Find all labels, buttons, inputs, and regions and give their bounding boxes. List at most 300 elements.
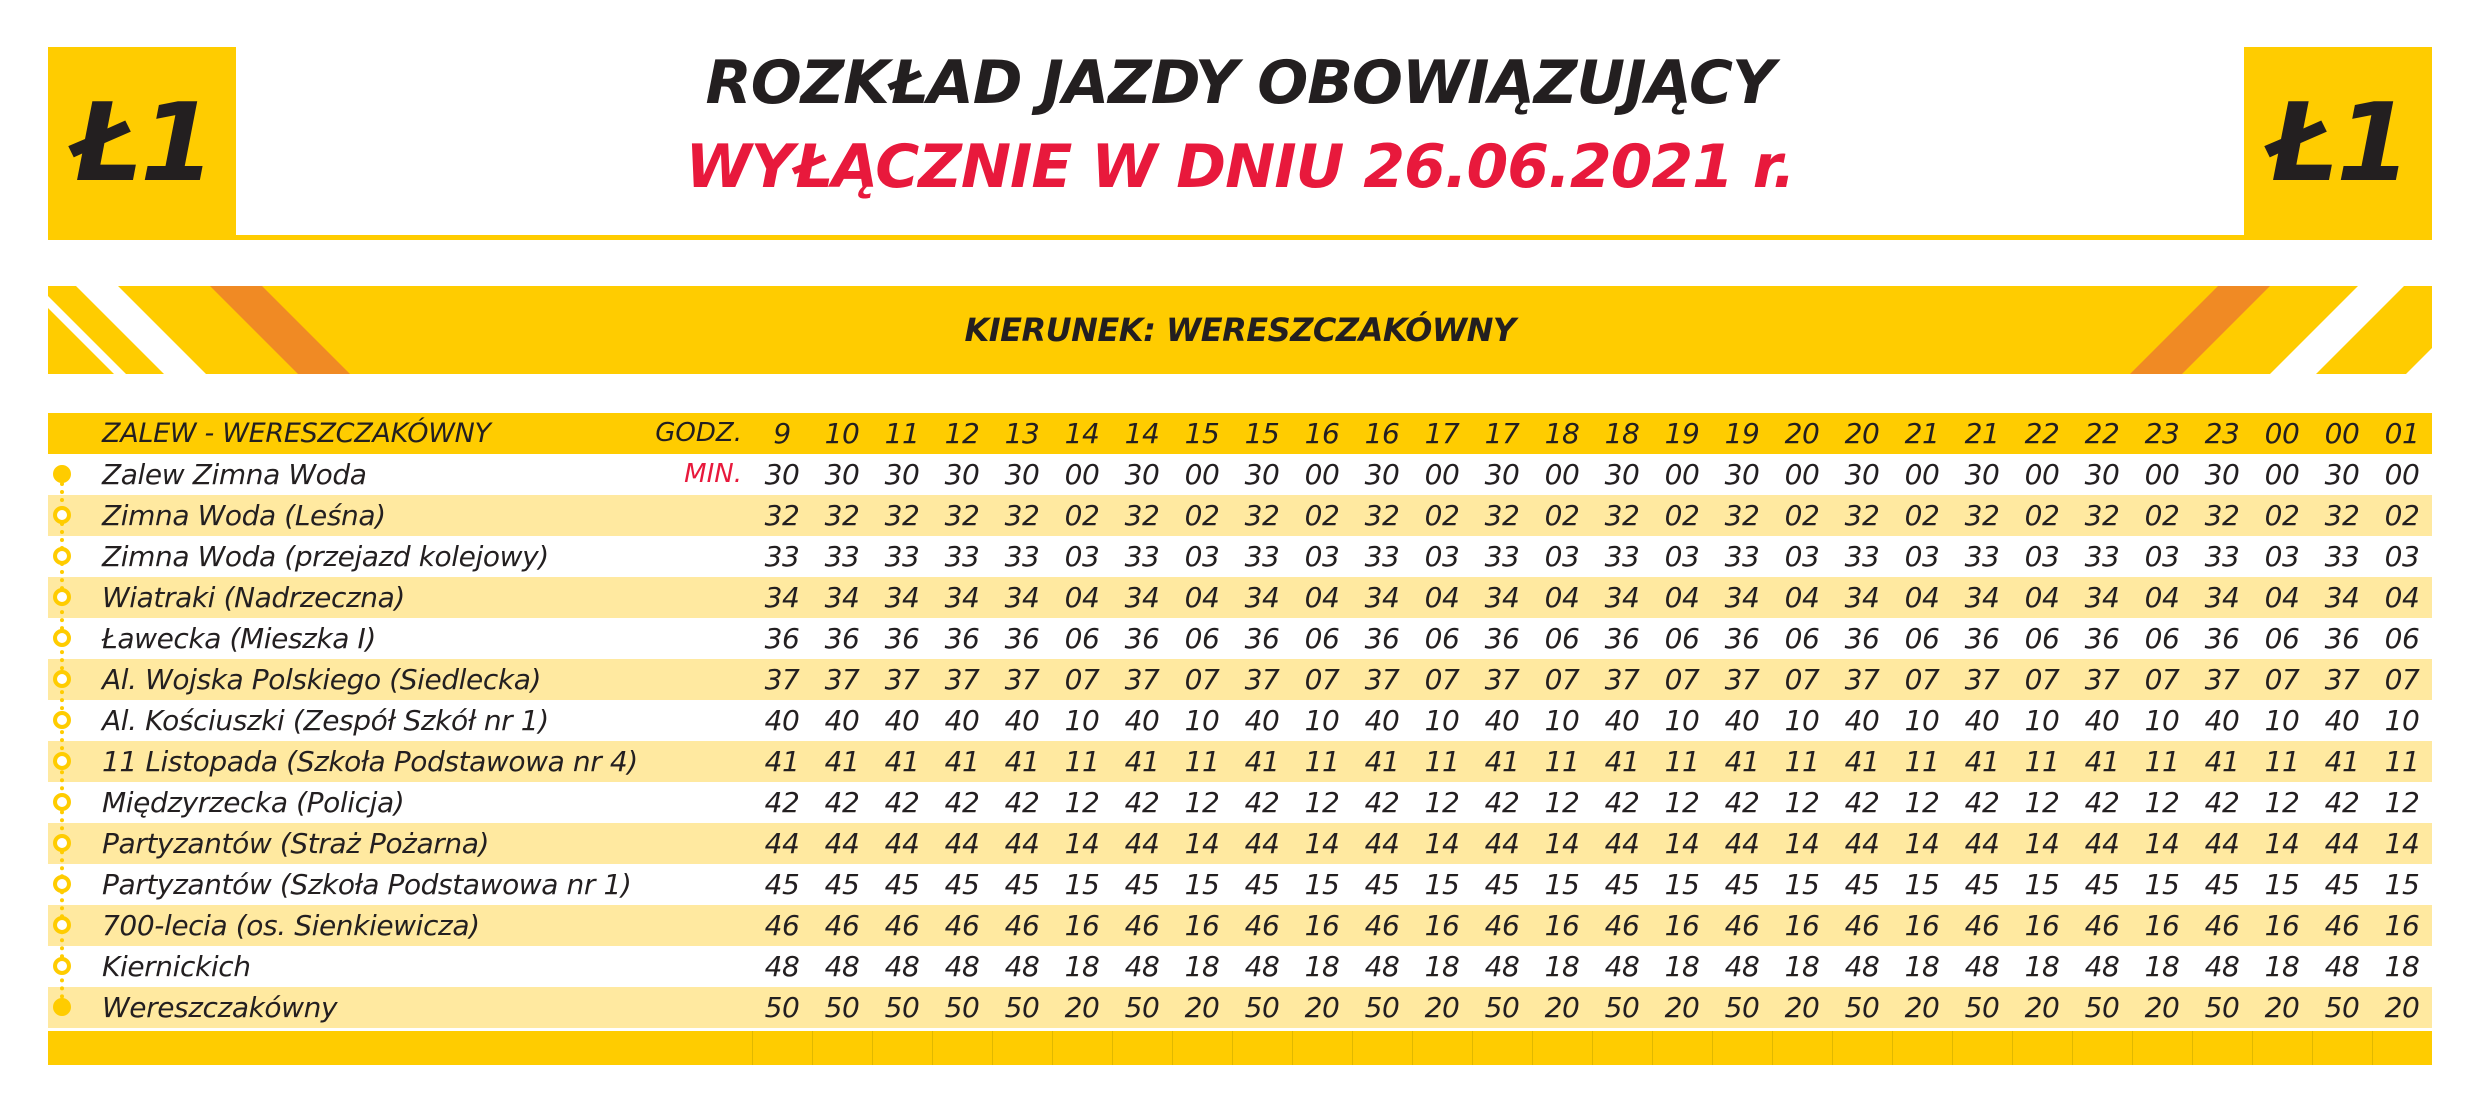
minute-cell: 15	[1424, 868, 1460, 901]
minute-cell: 16	[2264, 909, 2300, 942]
minute-cell: 50	[1244, 991, 1280, 1024]
minute-cell: 50	[2324, 991, 2360, 1024]
minute-cell: 32	[1964, 499, 2000, 532]
minute-cell: 20	[2264, 991, 2300, 1024]
minute-cell: 46	[1484, 909, 1520, 942]
minute-cell: 40	[2084, 704, 2120, 737]
minute-cell: 32	[1124, 499, 1160, 532]
minute-cell: 48	[1244, 950, 1280, 983]
minute-cell: 07	[2264, 663, 2300, 696]
minute-cell: 10	[2024, 704, 2060, 737]
hour-cell: 16	[1364, 417, 1400, 450]
minute-cell: 41	[1844, 745, 1880, 778]
stop-cell	[48, 536, 752, 577]
minute-cell: 10	[1784, 704, 1820, 737]
minute-cell: 44	[2084, 827, 2120, 860]
minute-cell: 46	[1124, 909, 1160, 942]
minute-cell: 46	[2324, 909, 2360, 942]
minute-cell: 42	[1724, 786, 1760, 819]
minute-cell: 00	[1784, 458, 1820, 491]
minute-cell: 48	[1124, 950, 1160, 983]
minute-cell: 41	[1484, 745, 1520, 778]
stop-row	[48, 536, 2432, 577]
footer-cell	[1652, 1031, 1712, 1065]
minute-cell: 34	[2084, 581, 2120, 614]
minute-cell: 45	[884, 868, 920, 901]
minute-cell: 41	[1604, 745, 1640, 778]
minute-cell: 32	[824, 499, 860, 532]
minute-cell: 14	[2384, 827, 2420, 860]
minute-cell: 44	[944, 827, 980, 860]
minute-cell: 16	[2024, 909, 2060, 942]
minute-cell: 42	[2204, 786, 2240, 819]
hour-cell: 10	[824, 417, 860, 450]
minute-cell: 33	[1964, 540, 2000, 573]
minute-cell: 36	[764, 622, 800, 655]
minute-cell: 50	[1604, 991, 1640, 1024]
minute-cell: 42	[1004, 786, 1040, 819]
hour-cell: 14	[1124, 417, 1160, 450]
minute-cell: 04	[1424, 581, 1460, 614]
minute-cell: 20	[1904, 991, 1940, 1024]
minute-cell: 34	[1844, 581, 1880, 614]
footer-cell	[1232, 1031, 1292, 1065]
minute-cell: 06	[2384, 622, 2420, 655]
minute-cell: 04	[1784, 581, 1820, 614]
hour-cell: 16	[1304, 417, 1340, 450]
minute-cell: 16	[1544, 909, 1580, 942]
footer-cell	[1412, 1031, 1472, 1065]
minute-cell: 34	[1964, 581, 2000, 614]
minute-cell: 42	[1124, 786, 1160, 819]
stop-name: Kiernickich	[102, 950, 251, 983]
route-header-cell	[48, 413, 752, 454]
hour-cell: 19	[1664, 417, 1700, 450]
minute-cell: 48	[1484, 950, 1520, 983]
minute-cell: 04	[1064, 581, 1100, 614]
footer-cell	[2372, 1031, 2432, 1065]
minute-cell: 30	[2084, 458, 2120, 491]
minute-cell: 37	[1964, 663, 2000, 696]
minute-cell: 07	[1184, 663, 1220, 696]
minute-cell: 10	[2144, 704, 2180, 737]
minute-cell: 48	[824, 950, 860, 983]
minute-cell: 16	[1424, 909, 1460, 942]
stop-cell	[48, 454, 752, 495]
minute-cell: 00	[2024, 458, 2060, 491]
minute-cell: 45	[1244, 868, 1280, 901]
minute-cell: 14	[1664, 827, 1700, 860]
minute-cell: 41	[764, 745, 800, 778]
minute-cell: 40	[1484, 704, 1520, 737]
minute-cell: 11	[2144, 745, 2180, 778]
minute-cell: 30	[1844, 458, 1880, 491]
minute-cell: 04	[1184, 581, 1220, 614]
stop-name: Międzyrzecka (Policja)	[102, 786, 405, 819]
hour-cell: 00	[2324, 417, 2360, 450]
minute-cell: 42	[2324, 786, 2360, 819]
minute-cell: 00	[1544, 458, 1580, 491]
hour-cell: 18	[1604, 417, 1640, 450]
minute-cell: 11	[1304, 745, 1340, 778]
stop-marker-icon	[53, 465, 71, 483]
minute-cell: 03	[1544, 540, 1580, 573]
footer-cell	[2252, 1031, 2312, 1065]
stop-cell	[48, 905, 752, 946]
minute-cell: 41	[2204, 745, 2240, 778]
minute-cell: 44	[764, 827, 800, 860]
page-subtitle: WYŁĄCZNIE W DNIU 26.06.2021 r.	[685, 132, 1795, 202]
minute-cell: 10	[1424, 704, 1460, 737]
minute-cell: 40	[944, 704, 980, 737]
minute-cell: 32	[764, 499, 800, 532]
minute-cell: 44	[1724, 827, 1760, 860]
minute-cell: 02	[1544, 499, 1580, 532]
stop-row	[48, 700, 2432, 741]
minute-cell: 12	[1544, 786, 1580, 819]
minute-cell: 07	[1784, 663, 1820, 696]
minute-cell: 50	[944, 991, 980, 1024]
footer-cell	[1352, 1031, 1412, 1065]
hour-cell: 20	[1784, 417, 1820, 450]
minute-cell: 04	[2264, 581, 2300, 614]
stop-name: Al. Wojska Polskiego (Siedlecka)	[102, 663, 541, 696]
minute-cell: 10	[1304, 704, 1340, 737]
minute-cell: 41	[944, 745, 980, 778]
footer-cell	[1952, 1031, 2012, 1065]
minute-cell: 12	[2024, 786, 2060, 819]
minute-cell: 14	[2024, 827, 2060, 860]
minute-cell: 34	[944, 581, 980, 614]
minute-cell: 07	[2024, 663, 2060, 696]
minute-cell: 45	[1484, 868, 1520, 901]
minute-cell: 33	[1844, 540, 1880, 573]
minute-cell: 50	[1484, 991, 1520, 1024]
footer-cell	[2072, 1031, 2132, 1065]
minute-cell: 10	[2384, 704, 2420, 737]
minute-cell: 45	[2084, 868, 2120, 901]
stop-name: Al. Kościuszki (Zespół Szkół nr 1)	[102, 704, 549, 737]
minute-cell: 36	[2204, 622, 2240, 655]
minute-cell: 37	[884, 663, 920, 696]
minute-cell: 02	[1304, 499, 1340, 532]
minute-cell: 07	[1304, 663, 1340, 696]
minute-cell: 16	[1664, 909, 1700, 942]
minute-cell: 30	[884, 458, 920, 491]
stop-marker-icon	[53, 711, 71, 729]
stop-cell	[48, 700, 752, 741]
minute-cell: 02	[1424, 499, 1460, 532]
footer-cell	[812, 1031, 872, 1065]
minute-cell: 44	[1244, 827, 1280, 860]
minute-cell: 42	[1244, 786, 1280, 819]
stop-cell	[48, 864, 752, 905]
hour-cell: 9	[773, 417, 791, 450]
minute-cell: 18	[2264, 950, 2300, 983]
minute-cell: 40	[1844, 704, 1880, 737]
minute-cell: 03	[2264, 540, 2300, 573]
minute-cell: 12	[2384, 786, 2420, 819]
minute-cell: 10	[1904, 704, 1940, 737]
minute-cell: 32	[1004, 499, 1040, 532]
stop-row	[48, 618, 2432, 659]
minute-cell: 11	[1184, 745, 1220, 778]
minute-cell: 33	[1244, 540, 1280, 573]
minute-cell: 40	[884, 704, 920, 737]
minute-cell: 34	[1364, 581, 1400, 614]
minute-cell: 46	[1364, 909, 1400, 942]
minute-cell: 03	[2024, 540, 2060, 573]
minute-cell: 12	[2144, 786, 2180, 819]
minute-cell: 36	[944, 622, 980, 655]
stop-row	[48, 577, 2432, 618]
minute-cell: 04	[1664, 581, 1700, 614]
minute-cell: 07	[1424, 663, 1460, 696]
minute-cell: 18	[1544, 950, 1580, 983]
minute-cell: 50	[2084, 991, 2120, 1024]
stop-marker-icon	[53, 793, 71, 811]
minute-cell: 37	[1844, 663, 1880, 696]
minute-cell: 15	[1784, 868, 1820, 901]
minute-cell: 48	[2204, 950, 2240, 983]
hour-cell: 11	[884, 417, 920, 450]
minute-cell: 00	[1664, 458, 1700, 491]
minute-cell: 41	[1244, 745, 1280, 778]
minute-cell: 12	[1904, 786, 1940, 819]
minute-cell: 32	[1244, 499, 1280, 532]
minute-cell: 40	[1124, 704, 1160, 737]
minute-cell: 11	[2024, 745, 2060, 778]
direction-band	[48, 286, 2432, 374]
minute-cell: 41	[884, 745, 920, 778]
minute-cell: 20	[2384, 991, 2420, 1024]
minute-cell: 00	[2144, 458, 2180, 491]
minute-cell: 18	[1064, 950, 1100, 983]
footer-cell	[2132, 1031, 2192, 1065]
minute-cell: 41	[1364, 745, 1400, 778]
minute-cell: 32	[884, 499, 920, 532]
minute-cell: 42	[944, 786, 980, 819]
minute-cell: 37	[2204, 663, 2240, 696]
minute-cell: 04	[2144, 581, 2180, 614]
minute-cell: 20	[1784, 991, 1820, 1024]
minute-cell: 41	[2324, 745, 2360, 778]
minute-cell: 36	[884, 622, 920, 655]
stop-row	[48, 823, 2432, 864]
minute-cell: 18	[1904, 950, 1940, 983]
footer-cell	[1112, 1031, 1172, 1065]
minute-cell: 46	[1724, 909, 1760, 942]
minute-cell: 33	[944, 540, 980, 573]
stop-row	[48, 454, 2432, 495]
footer-cell	[1292, 1031, 1352, 1065]
minute-cell: 02	[2264, 499, 2300, 532]
minute-cell: 15	[1184, 868, 1220, 901]
minute-cell: 20	[1544, 991, 1580, 1024]
minute-cell: 33	[2324, 540, 2360, 573]
stop-marker-icon	[53, 834, 71, 852]
minute-cell: 33	[884, 540, 920, 573]
hour-cell: 17	[1484, 417, 1520, 450]
minute-cell: 48	[2084, 950, 2120, 983]
minute-cell: 14	[1904, 827, 1940, 860]
minute-cell: 34	[884, 581, 920, 614]
minute-cell: 10	[1184, 704, 1220, 737]
stop-marker-icon	[53, 916, 71, 934]
minute-cell: 45	[1844, 868, 1880, 901]
stop-row	[48, 987, 2432, 1028]
minute-cell: 30	[1604, 458, 1640, 491]
minute-cell: 06	[1184, 622, 1220, 655]
hour-cell: 21	[1964, 417, 2000, 450]
minute-cell: 10	[1544, 704, 1580, 737]
minute-cell: 44	[2204, 827, 2240, 860]
minute-cell: 42	[824, 786, 860, 819]
minute-cell: 20	[1424, 991, 1460, 1024]
minute-cell: 33	[1124, 540, 1160, 573]
minute-cell: 11	[1664, 745, 1700, 778]
minute-cell: 07	[2384, 663, 2420, 696]
minute-cell: 42	[764, 786, 800, 819]
minute-cell: 33	[764, 540, 800, 573]
minute-cell: 48	[1724, 950, 1760, 983]
stop-name: Wereszczakówny	[102, 991, 338, 1024]
minute-cell: 30	[2204, 458, 2240, 491]
minute-cell: 44	[1004, 827, 1040, 860]
minute-cell: 03	[1304, 540, 1340, 573]
minute-cell: 44	[824, 827, 860, 860]
minute-cell: 46	[944, 909, 980, 942]
minute-cell: 50	[884, 991, 920, 1024]
minute-cell: 34	[2204, 581, 2240, 614]
hour-cell: 00	[2264, 417, 2300, 450]
minute-cell: 15	[2384, 868, 2420, 901]
minute-cell: 37	[1124, 663, 1160, 696]
minute-cell: 36	[824, 622, 860, 655]
minute-cell: 36	[1724, 622, 1760, 655]
stop-marker-icon	[53, 752, 71, 770]
timetable-header-row	[48, 413, 2432, 454]
stop-cell	[48, 741, 752, 782]
minute-cell: 40	[2324, 704, 2360, 737]
minute-cell: 45	[1604, 868, 1640, 901]
minute-cell: 12	[2264, 786, 2300, 819]
minute-cell: 20	[1304, 991, 1340, 1024]
minute-cell: 32	[1844, 499, 1880, 532]
minute-cell: 16	[1304, 909, 1340, 942]
minute-cell: 40	[1364, 704, 1400, 737]
minute-cell: 46	[1244, 909, 1280, 942]
minute-cell: 32	[1604, 499, 1640, 532]
stop-cell	[48, 782, 752, 823]
stop-cell	[48, 659, 752, 700]
route-name: ZALEW - WERESZCZAKÓWNY	[102, 418, 491, 449]
stop-cell	[48, 618, 752, 659]
minute-cell: 02	[1904, 499, 1940, 532]
minute-cell: 42	[1964, 786, 2000, 819]
minute-cell: 34	[1484, 581, 1520, 614]
minute-cell: 36	[1844, 622, 1880, 655]
minute-cell: 15	[1304, 868, 1340, 901]
hour-cell: 14	[1064, 417, 1100, 450]
minute-cell: 14	[1184, 827, 1220, 860]
minute-cell: 30	[1484, 458, 1520, 491]
minute-cell: 04	[2024, 581, 2060, 614]
minute-cell: 16	[2384, 909, 2420, 942]
minute-cell: 07	[1544, 663, 1580, 696]
minute-cell: 15	[1904, 868, 1940, 901]
minute-cell: 37	[824, 663, 860, 696]
minute-cell: 50	[1844, 991, 1880, 1024]
minute-cell: 42	[1484, 786, 1520, 819]
minute-cell: 34	[1124, 581, 1160, 614]
stop-name: Ławecka (Mieszka I)	[102, 622, 376, 655]
minute-cell: 50	[764, 991, 800, 1024]
minute-cell: 06	[2024, 622, 2060, 655]
stop-marker-icon	[53, 670, 71, 688]
minute-cell: 18	[2384, 950, 2420, 983]
minute-cell: 12	[1304, 786, 1340, 819]
hour-cell: 13	[1004, 417, 1040, 450]
hour-cell: 21	[1904, 417, 1940, 450]
minute-cell: 36	[1124, 622, 1160, 655]
minute-cell: 34	[1724, 581, 1760, 614]
minute-cell: 20	[2024, 991, 2060, 1024]
minute-cell: 07	[2144, 663, 2180, 696]
minute-cell: 04	[1904, 581, 1940, 614]
minute-cell: 04	[2384, 581, 2420, 614]
minute-cell: 15	[1544, 868, 1580, 901]
minute-cell: 36	[2084, 622, 2120, 655]
minute-cell: 12	[1424, 786, 1460, 819]
minute-cell: 03	[1184, 540, 1220, 573]
minute-cell: 06	[1784, 622, 1820, 655]
minute-cell: 34	[1004, 581, 1040, 614]
line-badge-right: Ł1	[2244, 47, 2432, 240]
minute-cell: 40	[764, 704, 800, 737]
minute-cell: 37	[1484, 663, 1520, 696]
minute-cell: 00	[1064, 458, 1100, 491]
minute-cell: 41	[824, 745, 860, 778]
minute-cell: 30	[824, 458, 860, 491]
minute-cell: 40	[1604, 704, 1640, 737]
minutes-label: MIN.	[684, 459, 742, 489]
minute-cell: 33	[824, 540, 860, 573]
minute-cell: 36	[1964, 622, 2000, 655]
minute-cell: 03	[2384, 540, 2420, 573]
stop-name: Wiatraki (Nadrzeczna)	[102, 581, 405, 614]
line-badge-left: Ł1	[48, 47, 236, 240]
minute-cell: 11	[1784, 745, 1820, 778]
minute-cell: 36	[1244, 622, 1280, 655]
minute-cell: 33	[1004, 540, 1040, 573]
minute-cell: 14	[1784, 827, 1820, 860]
minute-cell: 44	[1124, 827, 1160, 860]
minute-cell: 02	[1664, 499, 1700, 532]
minute-cell: 42	[1844, 786, 1880, 819]
minute-cell: 46	[764, 909, 800, 942]
minute-cell: 50	[2204, 991, 2240, 1024]
minute-cell: 40	[1004, 704, 1040, 737]
minute-cell: 15	[1064, 868, 1100, 901]
timetable-footer	[48, 1031, 2432, 1065]
minute-cell: 14	[1544, 827, 1580, 860]
minute-cell: 14	[1064, 827, 1100, 860]
footer-cell	[1532, 1031, 1592, 1065]
minute-cell: 36	[2324, 622, 2360, 655]
minute-cell: 20	[2144, 991, 2180, 1024]
stop-name: 11 Listopada (Szkoła Podstawowa nr 4)	[102, 745, 638, 778]
